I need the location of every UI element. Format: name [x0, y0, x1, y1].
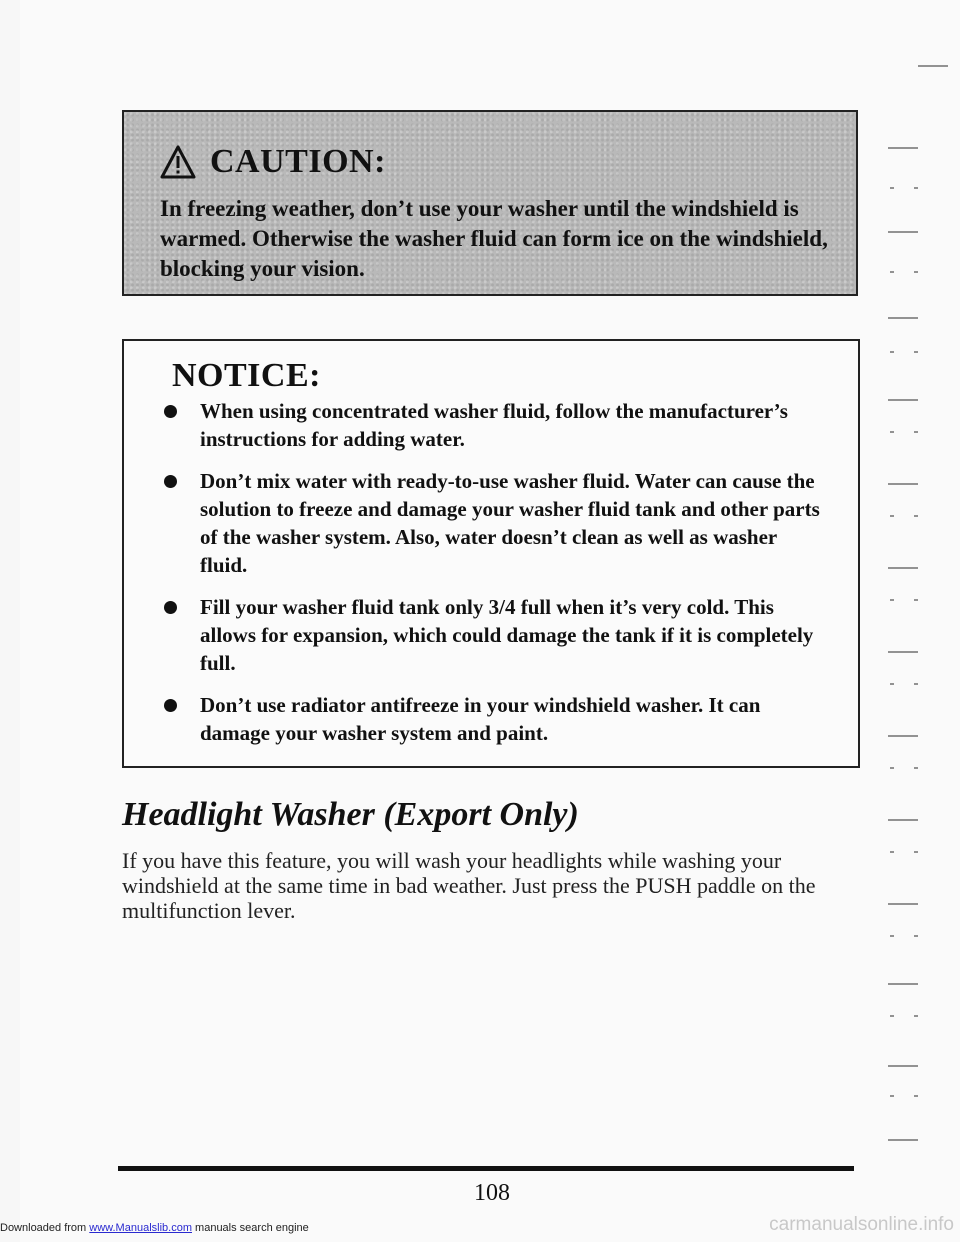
page-number: 108: [474, 1180, 510, 1206]
notice-item-text: Don’t use radiator antifreeze in your windshield washer. It can damage your washer system and paint.: [200, 693, 761, 745]
section-heading: Headlight Washer (Export Only): [122, 796, 579, 833]
notice-item: [124, 397, 824, 453]
caution-header: [160, 138, 856, 186]
notice-item: [124, 467, 824, 579]
margin-scan-marks: [870, 60, 950, 1180]
notice-item: [124, 593, 824, 677]
notice-item: [124, 691, 824, 747]
download-footer: [0, 1222, 309, 1234]
section-body: If you have this feature, you will wash your headlights while washing your windshield at the same time in bad weather. Just press the PUSH paddle on the multifunction lever.: [122, 848, 816, 923]
caution-box: [122, 110, 858, 296]
bullet-icon: [164, 405, 177, 418]
watermark: carmanualsonline.info: [769, 1214, 954, 1235]
caution-title: CAUTION:: [210, 143, 386, 180]
notice-box: [122, 339, 860, 768]
caution-text: In freezing weather, don’t use your washer until the windshield is warmed. Otherwise the washer fluid can form ice on the windshield, blocking your vision.: [160, 196, 828, 281]
footer-prefix: Downloaded from: [0, 1222, 90, 1234]
notice-item-text: Fill your washer fluid tank only 3/4 full when it’s very cold. This allows for expansion, which could damage the tank if it is completely full.: [200, 595, 814, 675]
notice-list: [124, 397, 824, 761]
notice-title: NOTICE:: [172, 357, 321, 394]
warning-triangle-icon: [160, 145, 196, 179]
manualslib-link[interactable]: www.Manualslib.com: [89, 1222, 192, 1234]
footer-suffix: manuals search engine: [191, 1222, 309, 1234]
bullet-icon: [164, 475, 177, 488]
notice-item-text: When using concentrated washer fluid, follow the manufacturer’s instructions for adding water.: [200, 399, 788, 451]
bullet-icon: [164, 601, 177, 614]
footer-rule: [118, 1166, 854, 1171]
bullet-icon: [164, 699, 177, 712]
notice-item-text: Don’t mix water with ready-to-use washer fluid. Water can cause the solution to freeze and damage your washer fluid tank and other parts of the washer system. Also, water doesn’t clean as well as washer fluid.: [200, 469, 820, 577]
